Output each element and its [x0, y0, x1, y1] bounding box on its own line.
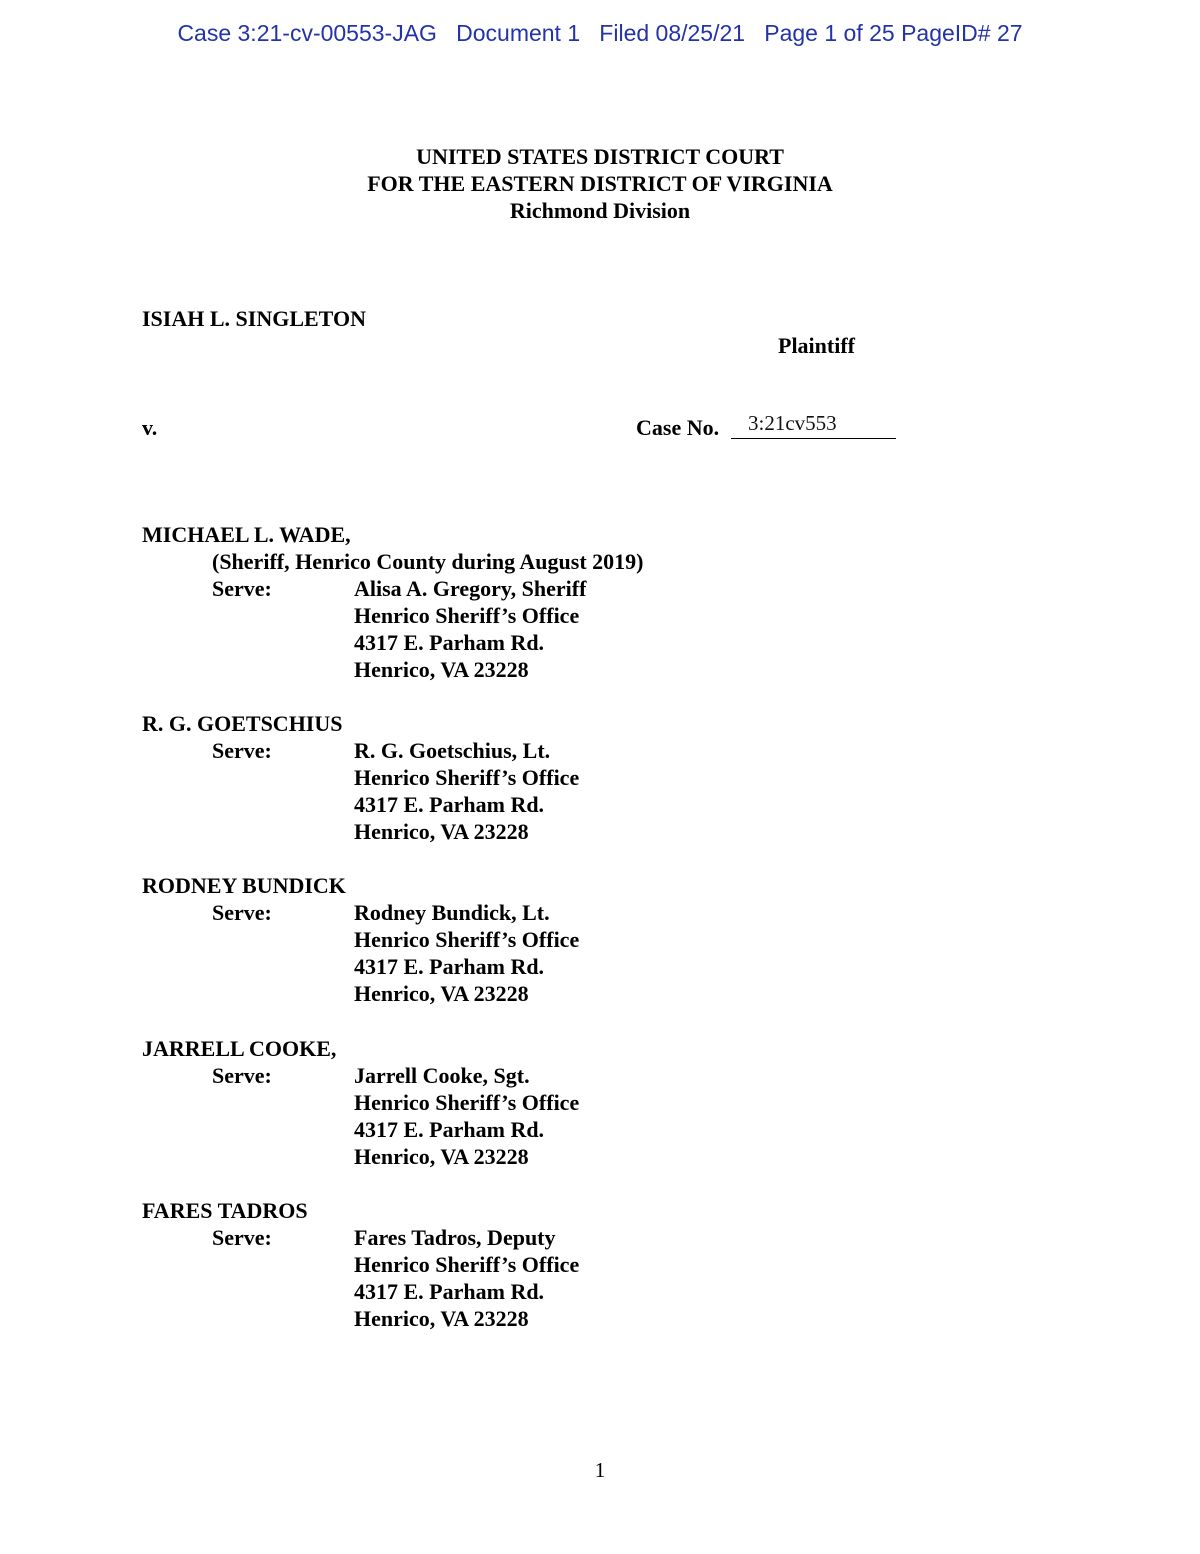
defendant-block: [142, 1035, 579, 1170]
serve-line: Henrico Sheriff’s Office: [354, 1090, 580, 1115]
serve-line: 4317 E. Parham Rd.: [354, 954, 545, 979]
serve-line: R. G. Goetschius, Lt.: [354, 738, 551, 763]
serve-label: Serve:: [212, 1063, 272, 1088]
serve-line: Alisa A. Gregory, Sheriff: [354, 576, 587, 601]
serve-label: Serve:: [212, 1225, 272, 1250]
defendant-block: [142, 1197, 579, 1332]
serve-line: Fares Tadros, Deputy: [354, 1225, 556, 1250]
court-name: UNITED STATES DISTRICT COURT: [416, 144, 784, 169]
defendant-block: [142, 521, 643, 683]
filing-header-stamp: Case 3:21-cv-00553-JAG Document 1 Filed 08/25/21 Page 1 of 25 PageID# 27: [177, 20, 1023, 46]
defendant-block: [142, 710, 579, 845]
court-division: Richmond Division: [509, 198, 691, 223]
serve-line: Henrico Sheriff’s Office: [354, 1252, 580, 1277]
case-number-label: Case No.: [636, 415, 720, 440]
defendant-note: (Sheriff, Henrico County during August 2019): [212, 549, 644, 574]
defendant-name: RODNEY BUNDICK: [142, 873, 346, 898]
defendant-block: [142, 872, 579, 1007]
serve-label: Serve:: [212, 576, 272, 601]
court-district: FOR THE EASTERN DISTRICT OF VIRGINIA: [367, 171, 833, 196]
serve-address: [354, 1062, 579, 1170]
plaintiff-name: ISIAH L. SINGLETON: [142, 306, 366, 331]
serve-line: Jarrell Cooke, Sgt.: [354, 1063, 530, 1088]
serve-line: Henrico, VA 23228: [354, 1306, 529, 1331]
defendant-name: MICHAEL L. WADE,: [142, 522, 351, 547]
page-number: 1: [594, 1458, 606, 1482]
serve-line: 4317 E. Parham Rd.: [354, 1279, 545, 1304]
serve-label: Serve:: [212, 738, 272, 763]
court-caption: [0, 143, 1200, 224]
serve-line: 4317 E. Parham Rd.: [354, 630, 545, 655]
serve-line: Henrico, VA 23228: [354, 1144, 529, 1169]
case-number-value: 3:21cv553: [748, 411, 837, 435]
serve-address: [354, 899, 579, 1007]
serve-address: [354, 1224, 579, 1332]
serve-line: 4317 E. Parham Rd.: [354, 792, 545, 817]
serve-line: Henrico Sheriff’s Office: [354, 927, 580, 952]
serve-line: Henrico Sheriff’s Office: [354, 603, 580, 628]
serve-line: Henrico, VA 23228: [354, 657, 529, 682]
case-number-field: [731, 411, 896, 439]
defendant-name: FARES TADROS: [142, 1198, 308, 1223]
plaintiff-role: Plaintiff: [778, 333, 855, 358]
defendant-name: R. G. GOETSCHIUS: [142, 711, 343, 736]
defendant-name: JARRELL COOKE,: [142, 1036, 337, 1061]
serve-address: [354, 737, 579, 845]
serve-line: Rodney Bundick, Lt.: [354, 900, 550, 925]
serve-label: Serve:: [212, 900, 272, 925]
serve-line: Henrico Sheriff’s Office: [354, 765, 580, 790]
versus: v.: [142, 415, 158, 440]
serve-line: Henrico, VA 23228: [354, 981, 529, 1006]
serve-line: 4317 E. Parham Rd.: [354, 1117, 545, 1142]
serve-line: Henrico, VA 23228: [354, 819, 529, 844]
serve-address: [354, 575, 586, 683]
